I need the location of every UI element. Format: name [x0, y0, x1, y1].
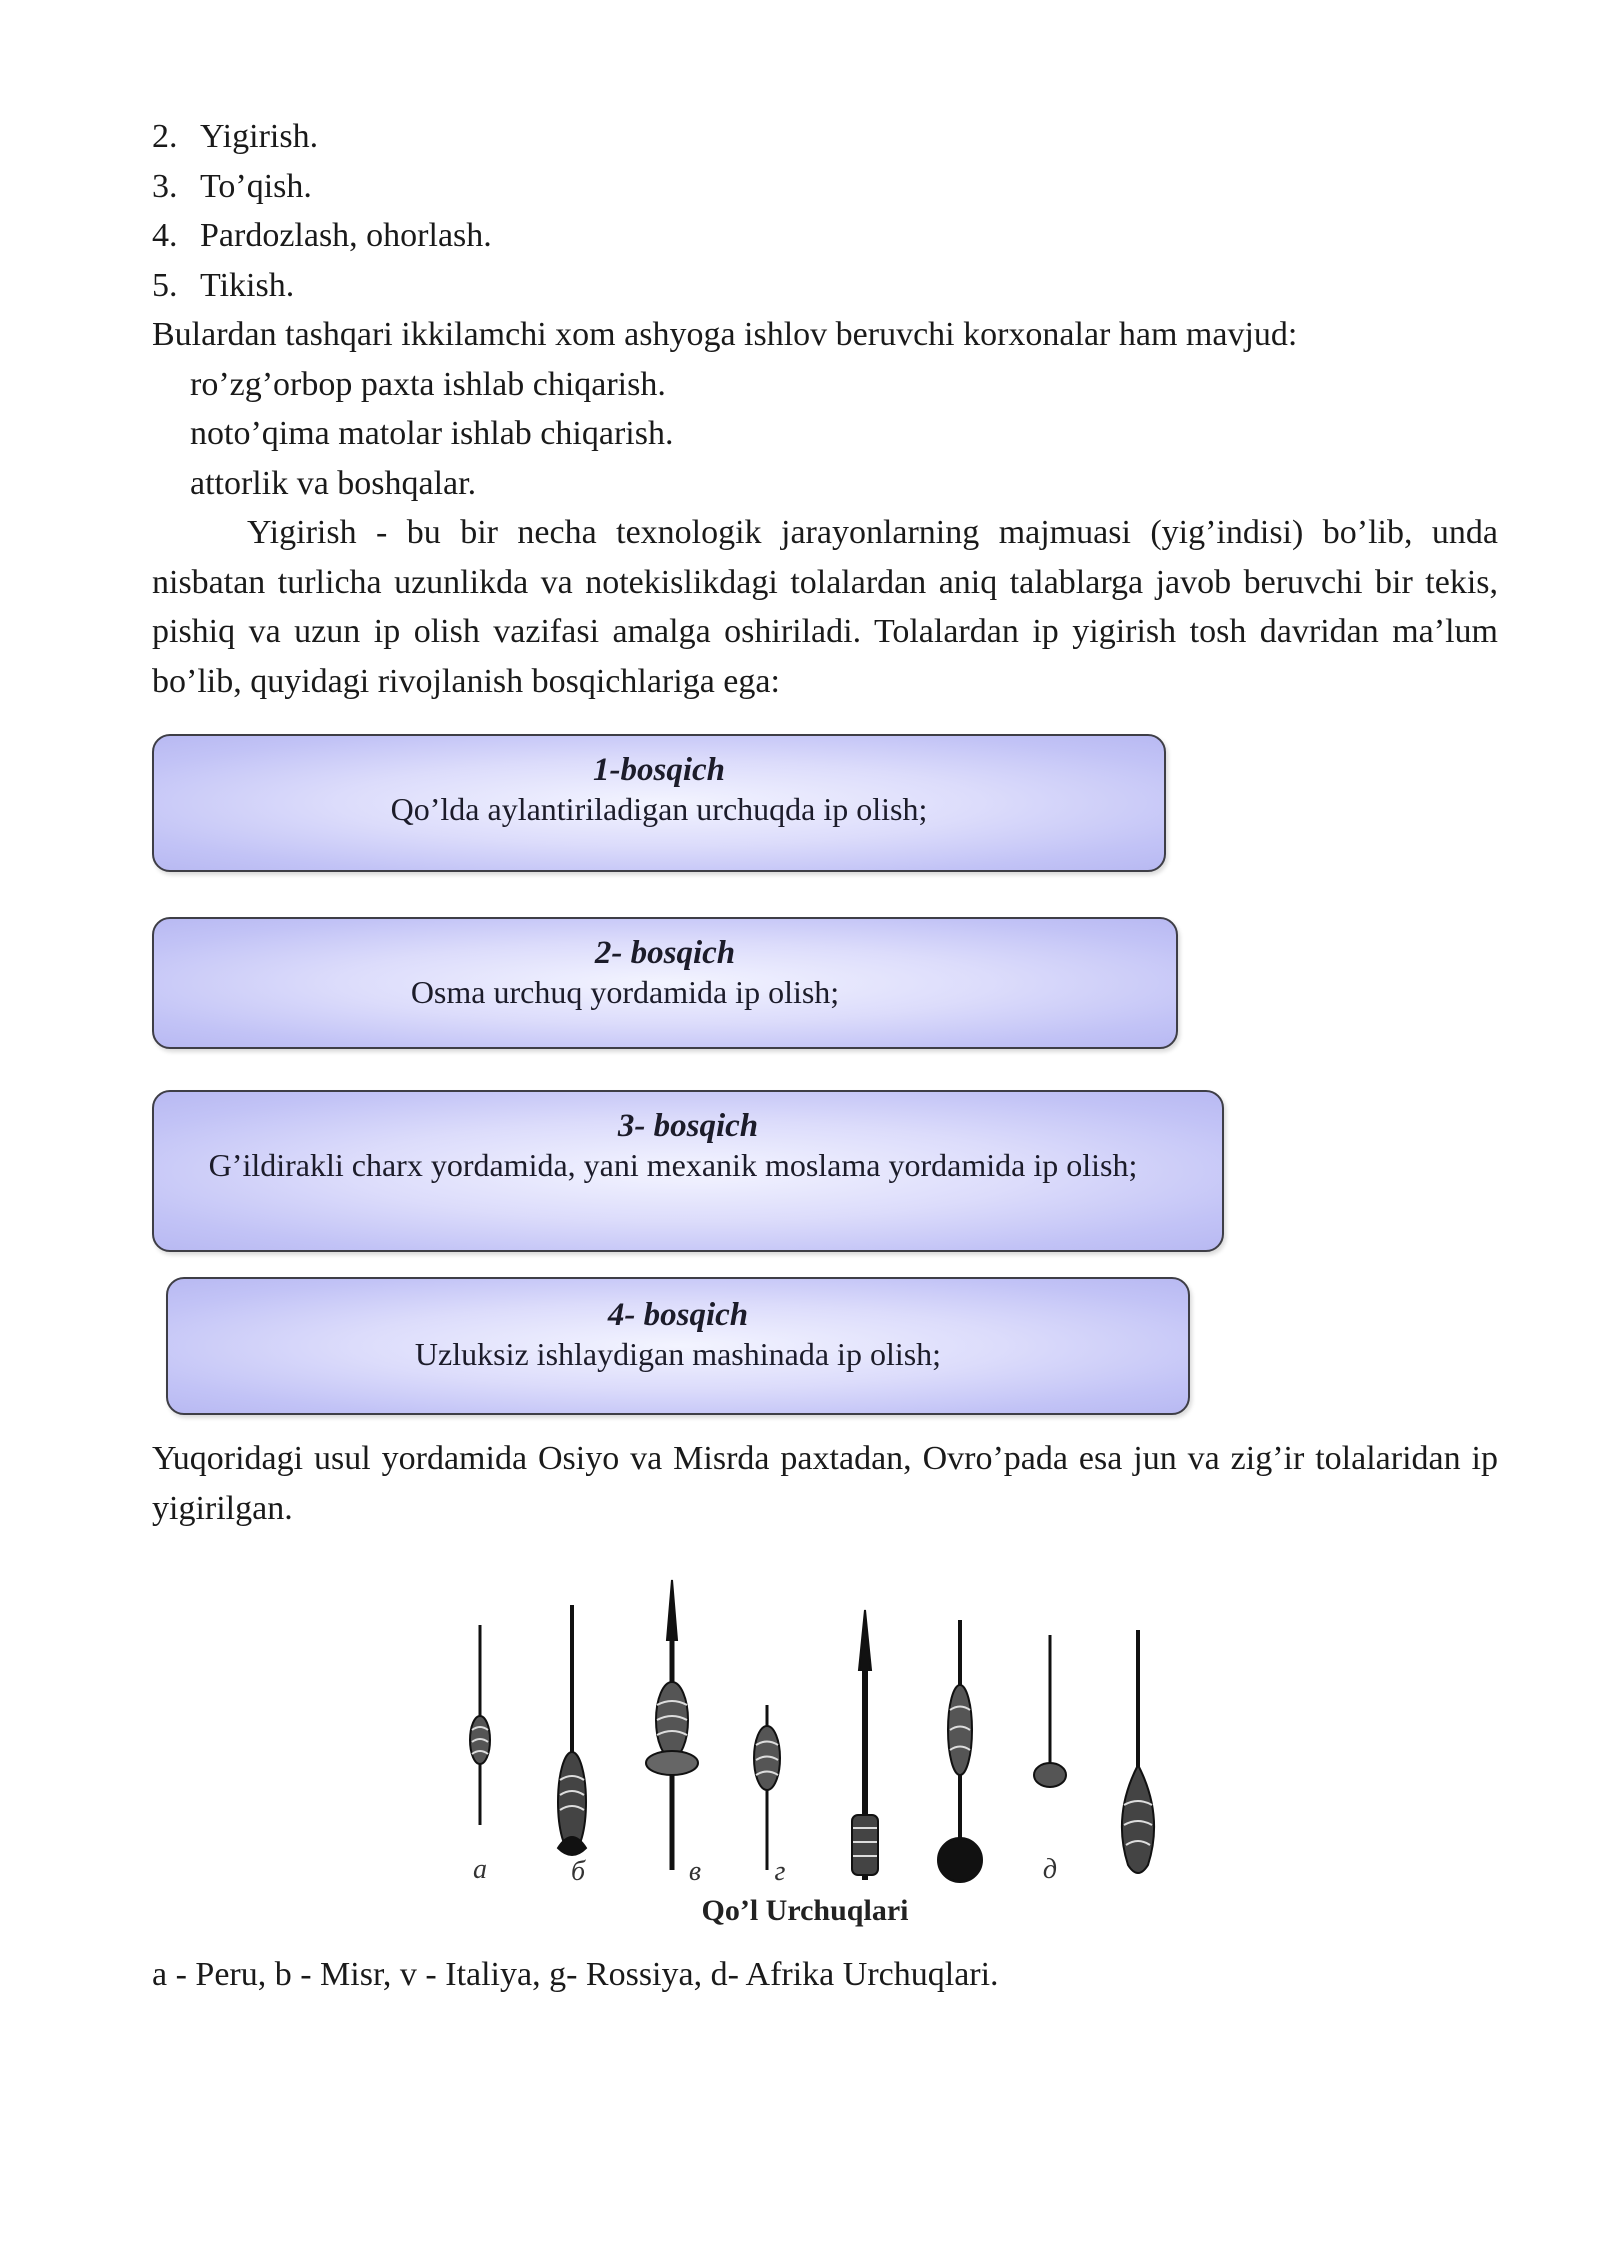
spindle-icon	[938, 1620, 982, 1882]
spindle-a-icon	[470, 1625, 490, 1825]
list-number: 2.	[152, 118, 178, 155]
spindle-v-icon	[646, 1580, 698, 1870]
list-number: 5.	[152, 266, 178, 304]
spindle-b-icon	[558, 1605, 586, 1855]
label-b: б	[570, 1856, 586, 1887]
list-text: Tikish.	[200, 266, 295, 304]
stage-description: Qo’lda aylantiriladigan urchuqda ip olish;	[390, 791, 928, 827]
intro-text: Bulardan tashqari ikkilamchi xom ashyoga ishlov beruvchi korxonalar ham mavjud:	[152, 316, 1298, 353]
stage-description: G’ildirakli charx yordamida, yani mexanik moslama yordamida ip olish;	[208, 1147, 1138, 1183]
list-item	[152, 162, 1498, 212]
list-text: Pardozlash, ohorlash.	[200, 217, 492, 254]
stage-title: 3- bosqich	[617, 1108, 759, 1144]
sub-item: ro’zg’orbop paxta ishlab chiqarish.	[190, 365, 666, 403]
list-number: 4.	[152, 217, 178, 254]
after-steps-block	[152, 1434, 1498, 1533]
spindle-g-icon	[754, 1705, 780, 1870]
list-item	[152, 211, 1498, 261]
spindle-d-icon	[1034, 1635, 1066, 1787]
figure-legend: a - Peru, b - Misr, v - Italiya, g- Rossiya, d- Afrika Urchuqlari.	[152, 1956, 999, 1993]
stage-description: Uzluksiz ishlaydigan mashinada ip olish;	[414, 1336, 942, 1372]
figure-legend-block	[152, 1950, 1498, 2000]
spindle-icon	[852, 1610, 878, 1880]
list-item	[152, 261, 1498, 311]
list-text: To’qish.	[200, 167, 312, 205]
stage-title: 1-bosqich	[593, 752, 725, 788]
label-d: д	[1042, 1854, 1058, 1885]
stage-title: 4- bosqich	[607, 1297, 749, 1333]
figure-caption: Qo’l Urchuqlari	[701, 1894, 909, 1927]
label-a: а	[473, 1854, 487, 1885]
sub-item: noto’qima matolar ishlab chiqarish.	[190, 415, 674, 452]
after-steps-paragraph: Yuqoridagi usul yordamida Osiyo va Misrda paxtadan, Ovro’pada esa jun va zig’ir tolalaridan ip yigirilgan.	[152, 1440, 1498, 1527]
body-paragraph: Yigirish - bu bir necha texnologik jarayonlarning majmuasi (yig’indisi) bo’lib, unda nisbatan turlicha uzunlikda va notekislikdagi tolalardan aniq talablarga javob beruvchi bir tekis, pishiq va uzun ip olish vazifasi amalga oshiriladi. Tolalardan ip yigirish tosh davridan ma’lum bo’lib, quyidagi rivojlanish bosqichlariga ega:	[152, 514, 1498, 700]
stage-title: 2- bosqich	[594, 935, 736, 971]
sub-item: attorlik va boshqalar.	[190, 464, 477, 502]
stage-box-1	[152, 734, 1166, 872]
stage-box-3	[152, 1090, 1224, 1252]
stage-box-2	[152, 917, 1178, 1049]
list-item	[152, 112, 1498, 162]
stage-description: Osma urchuq yordamida ip olish;	[410, 974, 840, 1010]
spindle-icon	[1122, 1630, 1154, 1873]
list-number: 3.	[152, 167, 178, 205]
list-text: Yigirish.	[200, 118, 319, 155]
document-page	[152, 112, 1498, 706]
spindles-figure	[450, 1570, 1180, 1940]
stage-box-4	[166, 1277, 1190, 1415]
label-v: в	[688, 1856, 702, 1887]
spindles-illustration	[450, 1570, 1180, 1940]
label-g: г	[774, 1856, 786, 1887]
